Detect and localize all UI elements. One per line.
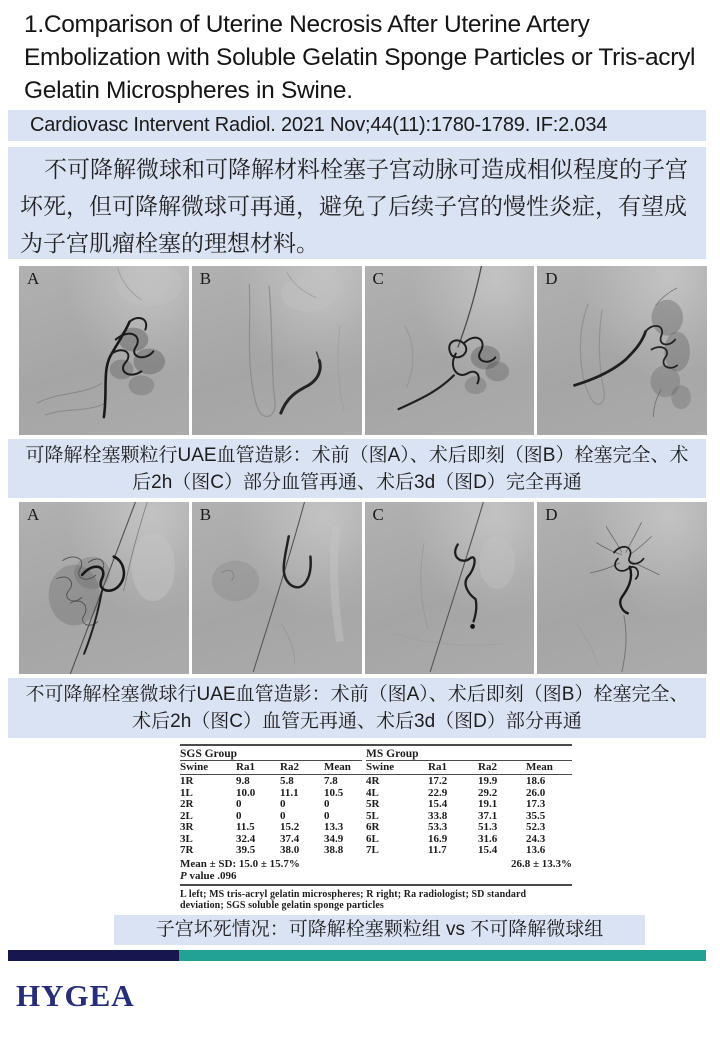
table-cell: 35.5 [526,809,546,822]
table-cell: 2R [180,798,194,810]
p-value-symbol: P [180,869,187,882]
table-body [180,775,572,857]
table-cell: 17.3 [526,798,546,810]
table-cell: 11.7 [428,844,447,856]
figure-panel-label: D [545,269,558,288]
figure-panel-label: B [199,505,212,524]
table-row [180,799,572,811]
p-value-text: value .096 [186,869,237,882]
table-cell: 29.2 [478,786,498,799]
table-cell: 4R [366,775,380,787]
figure2-caption: 不可降解栓塞微球行UAE血管造影：术前（图A）、术后即刻（图B）栓塞完全、术后2h（图C）血管无再通、术后3d（图D）部分再通 [8,678,706,738]
figure-panel-label: C [372,269,384,288]
table-cell: 26.0 [526,786,546,799]
table-cell: 3L [180,832,193,845]
table-cell: 19.9 [478,775,498,787]
table-cell: 11.1 [280,786,299,799]
table-column-header-row [180,761,572,775]
angiogram-row2-d [537,502,707,674]
table-cell: 32.4 [236,832,256,845]
angiogram-image [19,502,189,674]
table-column-header: Ra2 [478,761,497,773]
table-cell: 10.5 [324,786,344,799]
table-cell: 17.2 [428,775,448,787]
figure-panel-label: C [372,505,384,524]
table-group-sgs: SGS Group [180,748,362,761]
table-cell: 15.4 [478,844,498,856]
table-row [180,776,572,788]
table-column-header: Swine [366,761,395,773]
table-cell: 13.6 [526,844,546,856]
table-cell: 5R [366,798,380,810]
angiogram-image [19,266,189,435]
footer-bar-teal [179,950,706,961]
angiogram-image [537,502,707,674]
table-caption: 子宫坏死情况：可降解栓塞颗粒组 vs 不可降解微球组 [114,915,645,945]
table-cell: 38.0 [280,844,300,856]
table-cell: 11.5 [236,821,255,833]
table-column-header: Ra1 [236,761,255,773]
table-cell: 5.8 [280,775,294,787]
table-cell: 19.1 [478,798,498,810]
table-group-header-row [180,748,572,761]
table-group-ms: MS Group [366,748,572,761]
table-cell: 7L [366,844,379,856]
angiogram-image [192,502,362,674]
table-cell: 9.8 [236,775,250,787]
journal-citation-text: Cardiovasc Intervent Radiol. 2021 Nov;44(11):1780-1789. IF:2.034 [30,114,608,136]
table-cell: 4L [366,786,379,799]
table-cell: 10.0 [236,786,256,799]
necrosis-table [180,744,572,912]
table-cell: 13.3 [324,821,344,833]
table-cell: 22.9 [428,786,448,799]
table-row [180,822,572,834]
table-cell: 18.6 [526,775,546,787]
footer-bar-navy [8,950,179,961]
table-row [180,845,572,857]
chinese-summary: 不可降解微球和可降解材料栓塞子宫动脉可造成相似程度的子宫坏死，但可降解微球可再通，避免了后续子宫的慢性炎症，有望成为子宫肌瘤栓塞的理想材料。 [8,147,706,259]
angiogram-image [365,266,535,435]
figure1-caption: 可降解栓塞颗粒行UAE血管造影：术前（图A）、术后即刻（图B）栓塞完全、术后2h（图C）部分血管再通、术后3d（图D）完全再通 [8,439,706,498]
figure-panel-label: D [545,505,558,524]
table-column-header: Ra1 [428,761,447,773]
table-cell: 53.3 [428,821,448,833]
table-p-value-row [180,870,572,886]
table-cell: 24.3 [526,832,546,845]
angiogram-row-1 [19,266,707,435]
angiogram-row1-b [192,266,362,435]
table-cell: 0 [236,798,242,810]
table-cell: 52.3 [526,821,546,833]
table-cell: 38.8 [324,844,344,856]
angiogram-row1-a [19,266,189,435]
angiogram-image [537,266,707,435]
figure-panel-label: B [199,269,212,288]
figure-panel-label: A [27,269,40,288]
table-cell: 15.4 [428,798,448,810]
journal-citation-bar [8,110,706,141]
table-cell: 0 [280,809,286,822]
mean-sd-sgs: Mean ± SD: 15.0 ± 15.7% [180,857,300,870]
table-column-header: Ra2 [280,761,299,773]
table-cell: 16.9 [428,832,448,845]
table-cell: 1R [180,775,194,787]
table-cell: 6L [366,832,379,845]
table-cell: 34.9 [324,832,344,845]
mean-sd-ms: 26.8 ± 13.3% [510,857,572,870]
table-cell: 33.8 [428,809,448,822]
table-cell: 6R [366,821,380,833]
table-footnote: L left; MS tris-acryl gelatin microspheres; R right; Ra radiologist; SD standard deviation; SGS soluble gelatin sponge particles [180,888,527,911]
hygea-logo: HYGEA [16,978,135,1013]
angiogram-row1-d [537,266,707,435]
table-cell: 3R [180,821,194,833]
angiogram-row2-b [192,502,362,674]
table-cell: 0 [324,809,330,822]
table-cell: 2L [180,809,193,822]
table-column-header: Swine [180,761,209,773]
table-cell: 0 [236,809,242,822]
table-cell: 1L [180,786,193,799]
table-cell: 7.8 [324,775,338,787]
table-cell: 51.3 [478,821,498,833]
table-column-header: Mean [324,761,351,773]
table-cell: 31.6 [478,832,498,845]
table-cell: 15.2 [280,821,300,833]
table-cell: 37.4 [280,832,300,845]
table-cell: 37.1 [478,809,498,822]
table-cell: 7R [180,844,194,856]
angiogram-image [365,502,535,674]
angiogram-row2-c [365,502,535,674]
table-cell: 5L [366,809,379,822]
table-cell: 39.5 [236,844,256,856]
table-mean-row [180,858,572,870]
angiogram-row1-c [365,266,535,435]
table-cell: 0 [324,798,330,810]
paper-title: 1.Comparison of Uterine Necrosis After Uterine Artery Embolization with Soluble Gelatin Sponge Particles or Tris-acryl Gelatin Microspheres in Swine. [24,11,696,104]
angiogram-image [192,266,362,435]
angiogram-row2-a [19,502,189,674]
figure-panel-label: A [27,505,40,524]
angiogram-row-2 [19,502,707,674]
table-cell: 0 [280,798,286,810]
table-column-header: Mean [526,761,553,773]
